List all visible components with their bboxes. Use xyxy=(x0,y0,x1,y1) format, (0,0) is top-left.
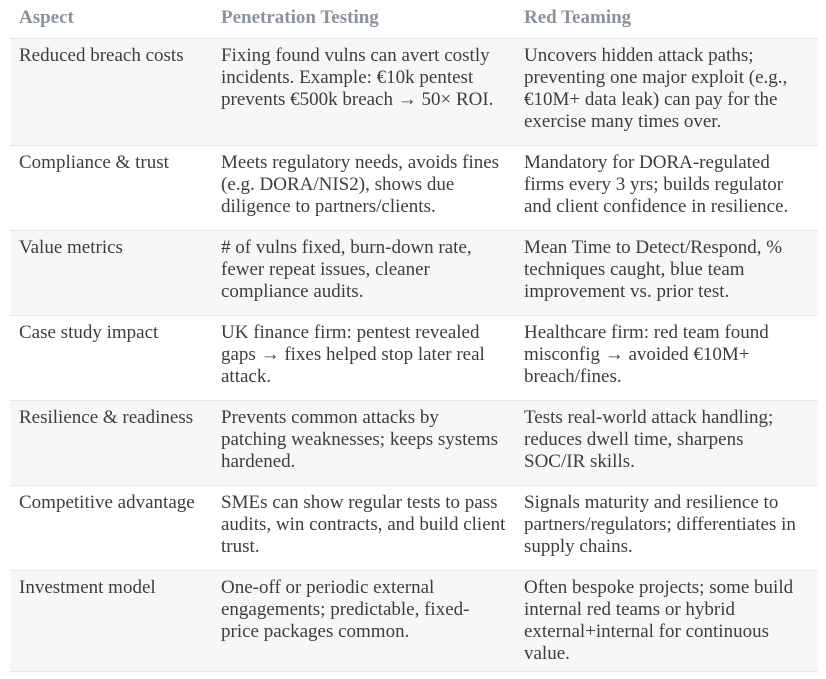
aspect-cell: Competitive advantage xyxy=(10,486,212,571)
aspect-cell: Resilience & readiness xyxy=(10,401,212,486)
table-row xyxy=(10,146,818,231)
aspect-cell: Case study impact xyxy=(10,316,212,401)
header-penetration-testing: Penetration Testing xyxy=(212,0,515,39)
redteam-cell: Often bespoke projects; some build internal red teams or hybrid external+internal for continuous value. xyxy=(515,571,818,672)
aspect-cell: Investment model xyxy=(10,571,212,672)
table-row xyxy=(10,401,818,486)
pentest-cell: UK finance firm: pentest revealed gaps → fixes helped stop later real attack. xyxy=(212,316,515,401)
redteam-cell: Tests real-world attack handling; reduces dwell time, sharpens SOC/IR skills. xyxy=(515,401,818,486)
pentest-cell: Prevents common attacks by patching weaknesses; keeps systems hardened. xyxy=(212,401,515,486)
pentest-cell: # of vulns fixed, burn-down rate, fewer repeat issues, cleaner compliance audits. xyxy=(212,231,515,316)
comparison-table xyxy=(10,0,818,672)
redteam-cell: Signals maturity and resilience to partners/regulators; differentiates in supply chains. xyxy=(515,486,818,571)
table-row xyxy=(10,571,818,672)
pentest-cell: SMEs can show regular tests to pass audits, win contracts, and build client trust. xyxy=(212,486,515,571)
table-row xyxy=(10,39,818,146)
redteam-cell: Mean Time to Detect/Respond, % techniques caught, blue team improvement vs. prior test. xyxy=(515,231,818,316)
aspect-cell: Value metrics xyxy=(10,231,212,316)
header-red-teaming: Red Teaming xyxy=(515,0,818,39)
redteam-cell: Uncovers hidden attack paths; preventing one major exploit (e.g., €10M+ data leak) can pay for the exercise many times over. xyxy=(515,39,818,146)
redteam-cell: Mandatory for DORA-regulated firms every 3 yrs; builds regulator and client confidence in resilience. xyxy=(515,146,818,231)
table-row xyxy=(10,486,818,571)
aspect-cell: Compliance & trust xyxy=(10,146,212,231)
comparison-table-container xyxy=(10,0,818,672)
header-aspect: Aspect xyxy=(10,0,212,39)
aspect-cell: Reduced breach costs xyxy=(10,39,212,146)
table-row xyxy=(10,316,818,401)
pentest-cell: Meets regulatory needs, avoids fines (e.g. DORA/NIS2), shows due diligence to partners/clients. xyxy=(212,146,515,231)
pentest-cell: One-off or periodic external engagements; predictable, fixed-price packages common. xyxy=(212,571,515,672)
table-row xyxy=(10,231,818,316)
pentest-cell: Fixing found vulns can avert costly incidents. Example: €10k pentest prevents €500k breach → 50× ROI. xyxy=(212,39,515,146)
redteam-cell: Healthcare firm: red team found misconfig → avoided €10M+ breach/fines. xyxy=(515,316,818,401)
header-row xyxy=(10,0,818,39)
